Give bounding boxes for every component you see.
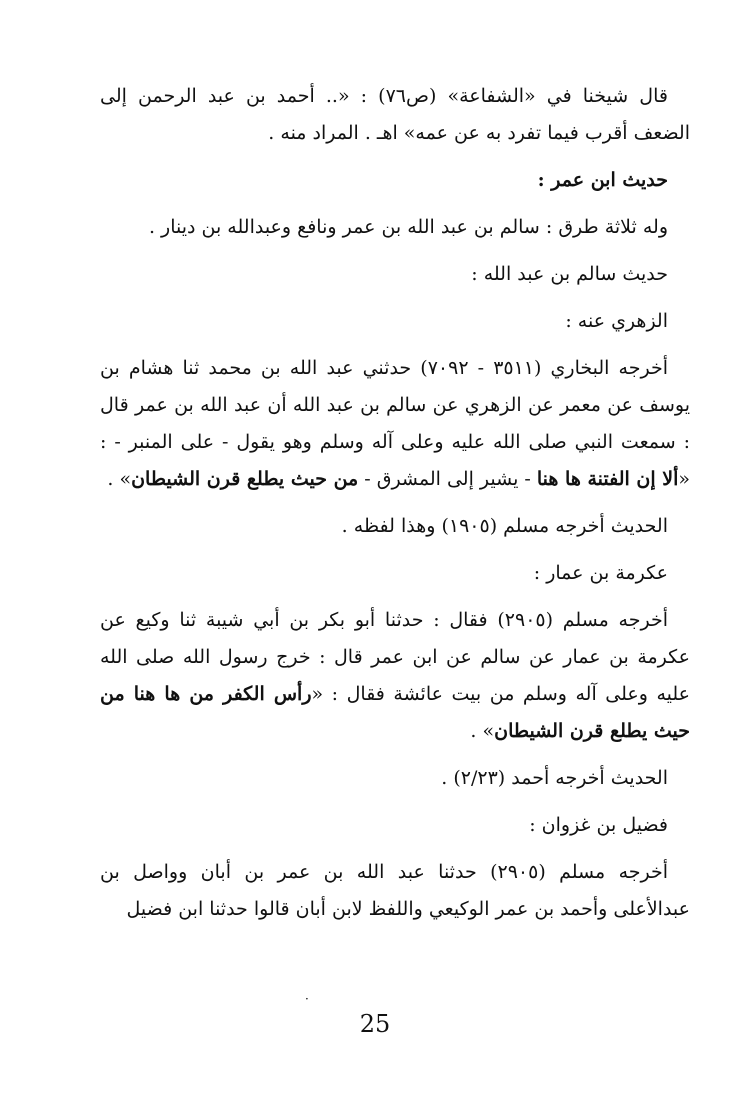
heading-salim: حديث سالم بن عبد الله : bbox=[471, 263, 668, 285]
page-body bbox=[100, 78, 690, 928]
heading-fudayl: فضيل بن غزوان : bbox=[529, 814, 668, 836]
paragraph-muslim-2905 bbox=[100, 602, 690, 750]
muslim-quote: رأس الكفر من ها هنا من حيث يطلع قرن الشيطان bbox=[100, 683, 690, 742]
paragraph-bukhari bbox=[100, 350, 690, 498]
heading-ikrimah: عكرمة بن عمار : bbox=[533, 562, 668, 584]
heading-ibn-umar: حديث ابن عمر : bbox=[537, 169, 668, 191]
bukhari-aside: - يشير إلى المشرق - bbox=[358, 468, 537, 490]
muslim-text: أخرجه مسلم (٢٩٠٥) فقال : حدثنا أبو بكر بن أبي شيبة ثنا وكيع عن عكرمة بن عمار عن سالم عن ابن عمر قال : خرج رسول الله صلى الله عليه وعلى آله وسلم من بيت عائشة فقال : « bbox=[100, 609, 690, 705]
bukhari-quote-1: ألا إن الفتنة ها هنا bbox=[536, 468, 679, 490]
paragraph-ahmad: الحديث أخرجه أحمد (٢/٢٣) . bbox=[441, 767, 668, 789]
paragraph-shafaah: قال شيخنا في «الشفاعة» (ص٧٦) : «.. أحمد بن عبد الرحمن إلى الضعف أقرب فيما تفرد به عن عمه» اهـ . المراد منه . bbox=[100, 85, 690, 144]
paragraph-three-routes: وله ثلاثة طرق : سالم بن عبد الله بن عمر ونافع وعبدالله بن دينار . bbox=[148, 216, 668, 238]
paragraph-muslim-fudayl: أخرجه مسلم (٢٩٠٥) حدثنا عبد الله بن عمر بن أبان وواصل بن عبدالأعلى وأحمد بن عمر الوكيعي واللفظ لابن أبان قالوا حدثنا ابن فضيل bbox=[100, 861, 690, 920]
bukhari-text: أخرجه البخاري (٣٥١١ - ٧٠٩٢) حدثني عبد الله بن محمد ثنا هشام بن يوسف عن معمر عن الزهري عن سالم بن عبد الله أن عبد الله بن عمر قال : سمعت النبي صلى الله عليه وعلى آله وسلم وهو يقول - على المنبر - : « bbox=[100, 357, 690, 490]
page-number: 25 bbox=[359, 1010, 391, 1038]
paragraph-muslim-1905: الحديث أخرجه مسلم (١٩٠٥) وهذا لفظه . bbox=[341, 515, 668, 537]
stray-mark: · bbox=[305, 992, 309, 1006]
bukhari-quote-2: من حيث يطلع قرن الشيطان bbox=[131, 468, 359, 490]
bukhari-close: » . bbox=[107, 468, 132, 490]
muslim-close: » . bbox=[470, 720, 495, 742]
heading-zuhri: الزهري عنه : bbox=[565, 310, 668, 332]
